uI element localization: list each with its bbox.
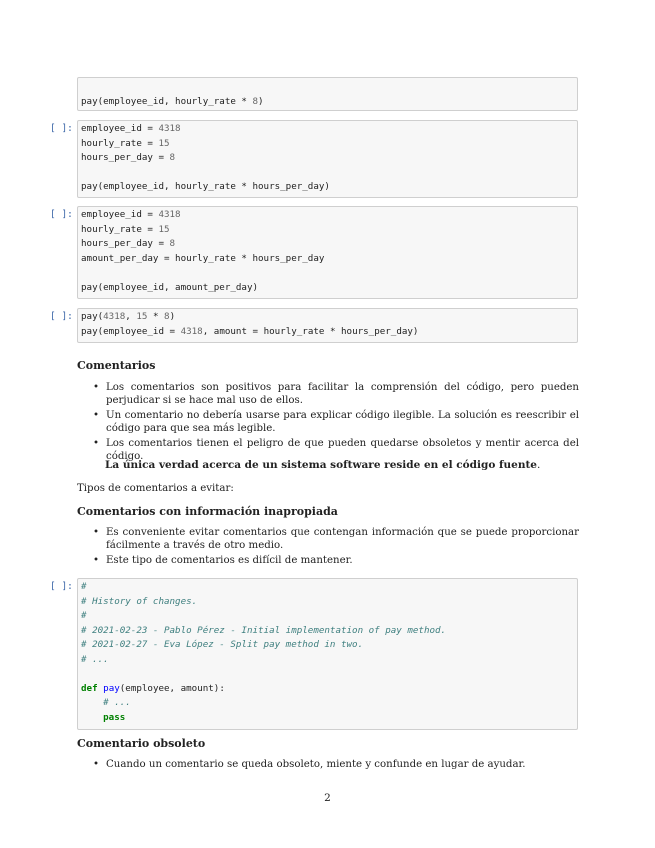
section-heading-obsoleto: Comentario obsoleto bbox=[77, 737, 206, 750]
code-block: # # History of changes. # # 2021-02-23 - Pablo Pérez - Initial implementation of pay method. # 2021-02-27 - Eva López - Split pay method in two. # ... def pay(employee, amount): # ... pass bbox=[81, 581, 447, 723]
code-cell[interactable] bbox=[50, 578, 578, 730]
list-item: • Un comentario no debería usarse para explicar código ilegible. La solución es reescribir el código para que sea más legible. bbox=[91, 409, 579, 435]
section-heading-comentarios: Comentarios bbox=[77, 359, 156, 372]
list-item: • Es conveniente evitar comentarios que contengan información que se puede proporcionar fácilmente a través de otro medio. bbox=[91, 526, 579, 552]
section-heading-inapropiada: Comentarios con información inapropiada bbox=[77, 505, 338, 518]
cell-prompt: [ ]: bbox=[50, 311, 73, 322]
cell-prompt: [ ]: bbox=[50, 209, 73, 220]
obsoleto-list bbox=[91, 758, 579, 773]
list-item: • Los comentarios son positivos para facilitar la comprensión del código, pero pueden perjudicar si se hace mal uso de ellos. bbox=[91, 381, 579, 407]
inapropiada-list bbox=[91, 526, 579, 569]
comentarios-list bbox=[91, 381, 579, 465]
code-block: employee_id = 4318 hourly_rate = 15 hours_per_day = 8 pay(employee_id, hourly_rate * hours_per_day) bbox=[81, 123, 330, 192]
types-intro: Tipos de comentarios a evitar: bbox=[77, 483, 234, 494]
list-item: • Este tipo de comentarios es difícil de mantener. bbox=[91, 554, 579, 567]
list-item: • Los comentarios tienen el peligro de que pueden quedarse obsoletos y mentir acerca del código. bbox=[91, 437, 579, 463]
code-block: pay(4318, 15 * 8) pay(employee_id = 4318, amount = hourly_rate * hours_per_day) bbox=[81, 311, 419, 337]
page-number: 2 bbox=[324, 792, 331, 804]
code-cell[interactable] bbox=[50, 206, 578, 299]
code-block: employee_id = 4318 hourly_rate = 15 hours_per_day = 8 amount_per_day = hourly_rate * hours_per_day pay(employee_id, amount_per_day) bbox=[81, 209, 325, 293]
key-statement: La única verdad acerca de un sistema software reside en el código fuente. bbox=[105, 459, 541, 471]
code-block: pay(employee_id, hourly_rate * 8) bbox=[81, 95, 264, 107]
list-item: • Cuando un comentario se queda obsoleto, miente y confunde en lugar de ayudar. bbox=[91, 758, 579, 771]
code-cell[interactable] bbox=[50, 77, 578, 111]
cell-prompt: [ ]: bbox=[50, 123, 73, 134]
code-cell[interactable] bbox=[50, 120, 578, 198]
code-cell[interactable] bbox=[50, 308, 578, 343]
cell-prompt: [ ]: bbox=[50, 581, 73, 592]
